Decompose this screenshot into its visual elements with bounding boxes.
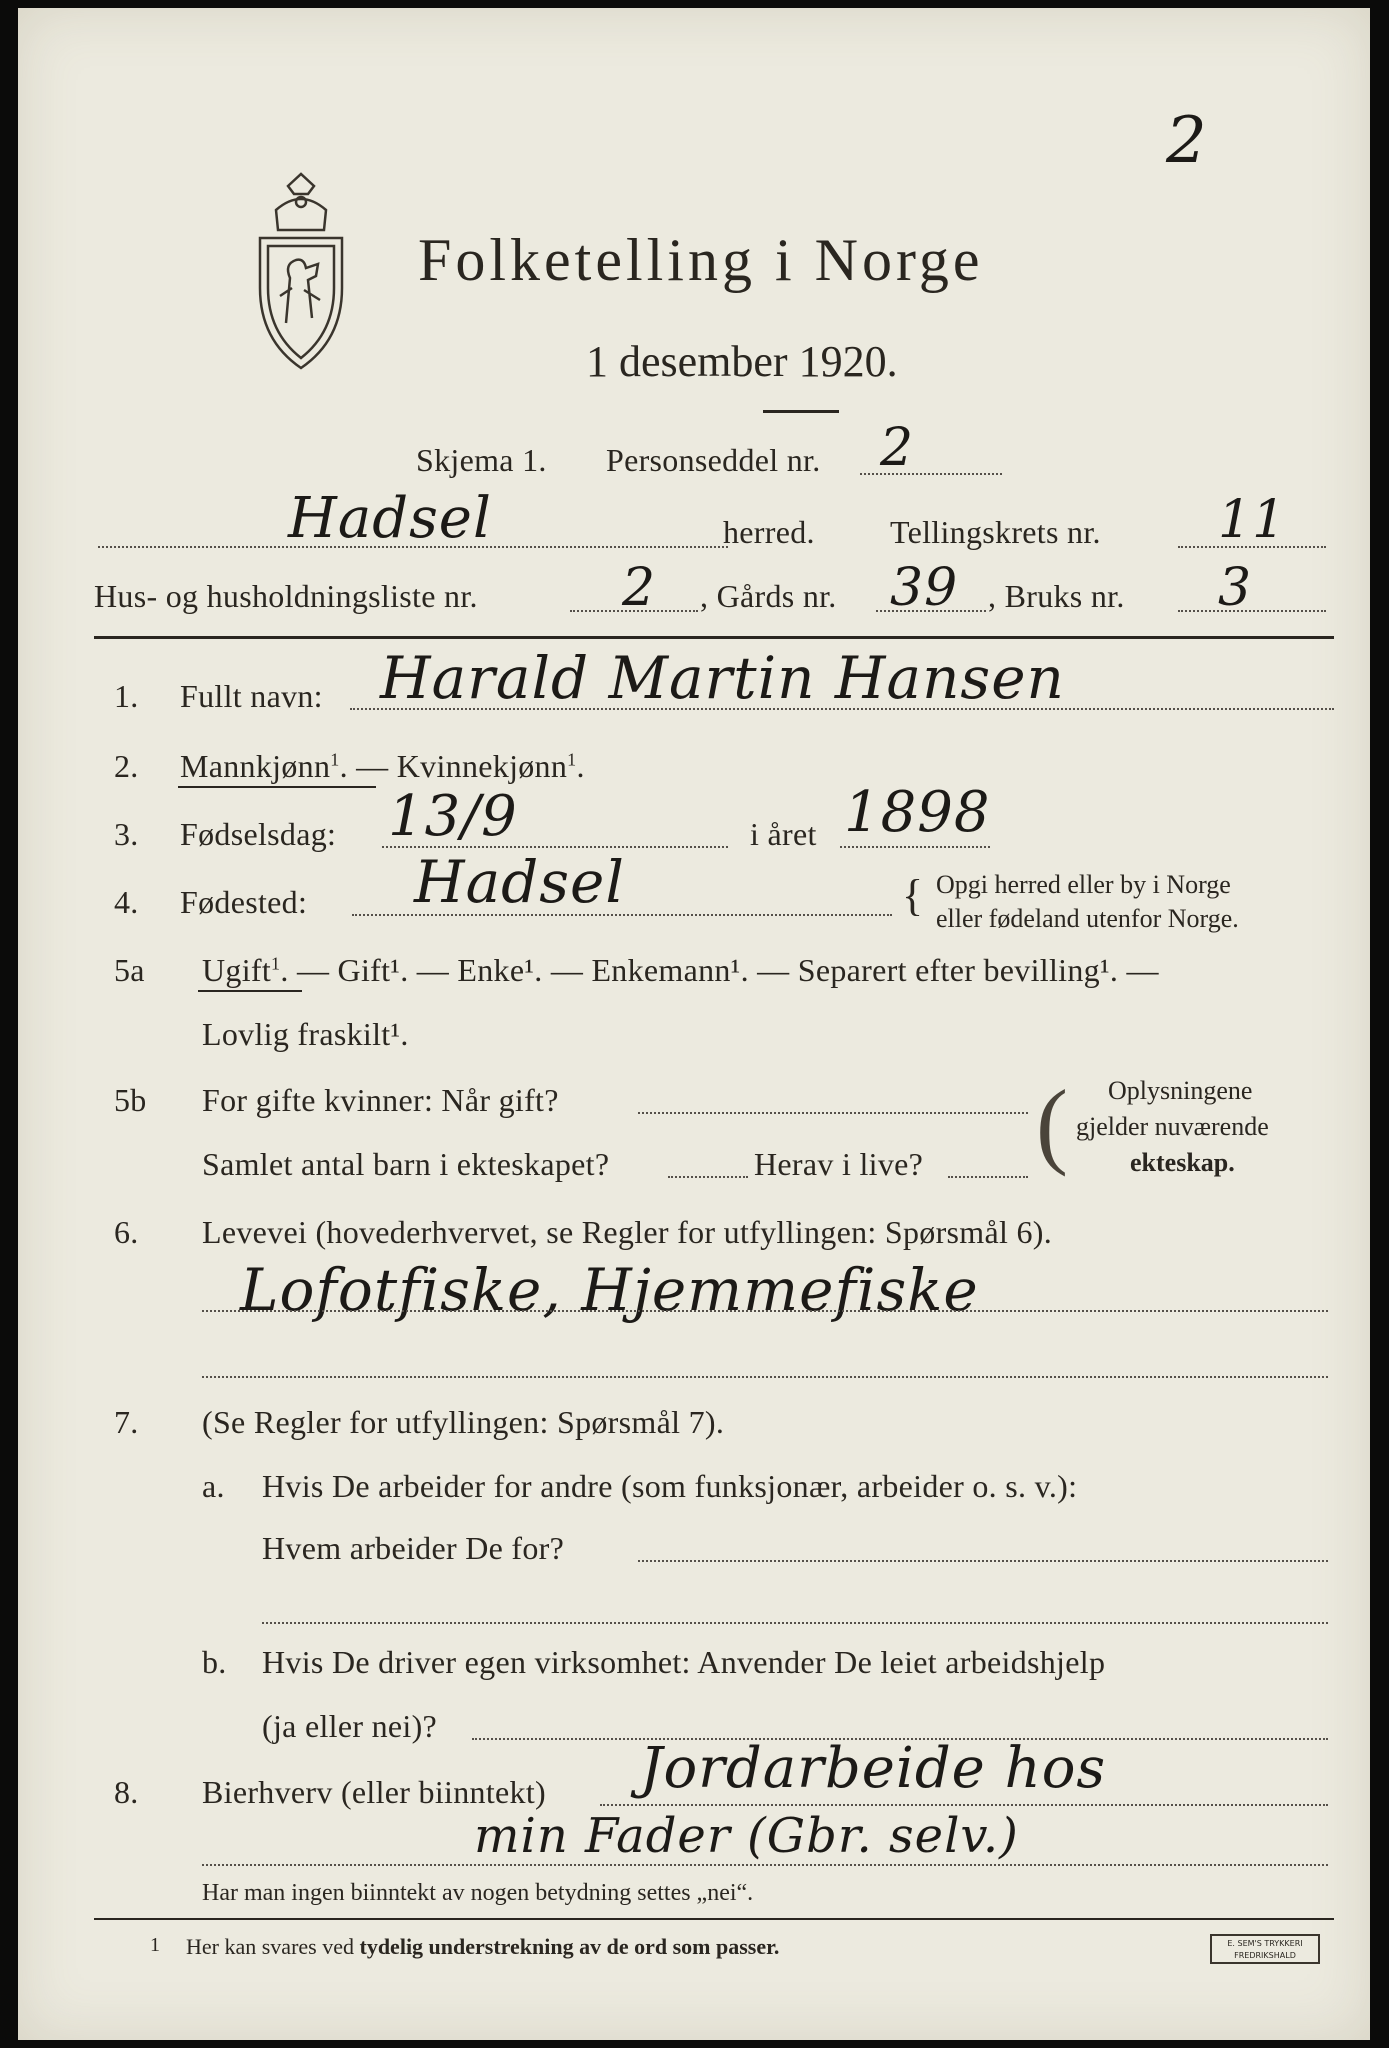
- q4-number: 4.: [114, 884, 139, 920]
- q7a-line1: Hvis De arbeider for andre (som funksjonær, arbeider o. s. v.):: [262, 1468, 1078, 1504]
- q1-value: Harald Martin Hansen: [380, 644, 1065, 712]
- q5a-options: Ugift$^1$. — Gift¹. — Enke¹. — Enkemann¹. — Separert efter bevilling¹. —: [202, 952, 1159, 988]
- q7a-line: [638, 1560, 1328, 1562]
- printer-stamp: [1210, 1934, 1320, 1964]
- q2-number: 2.: [114, 748, 139, 784]
- q7a-number: a.: [202, 1468, 225, 1504]
- gards-label: , Gårds nr.: [700, 578, 837, 614]
- q1-number: 1.: [114, 678, 139, 714]
- q5b-number: 5b: [114, 1082, 147, 1118]
- q6-label: Levevei (hovederhvervet, se Regler for utfyllingen: Spørsmål 6).: [202, 1214, 1053, 1250]
- q8-label: Bierhverv (eller biinntekt): [202, 1774, 546, 1810]
- tellingskrets-value: 11: [1218, 490, 1287, 550]
- q3-day-value: 13/9: [388, 784, 518, 849]
- q5a-underline: [198, 990, 302, 992]
- footnote-text: Her kan svares ved tydelig understrekning av de ord som passer.: [186, 1934, 780, 1959]
- herred-label: herred.: [723, 514, 815, 550]
- q5b-live-line: [948, 1176, 1028, 1178]
- q6-line2: [202, 1376, 1328, 1378]
- q7-number: 7.: [114, 1404, 139, 1440]
- q7b-line2: (ja eller nei)?: [262, 1708, 438, 1744]
- gards-value: 39: [890, 558, 959, 618]
- bruks-value: 3: [1218, 558, 1253, 618]
- section-divider: [94, 636, 1334, 639]
- form-subtitle: 1 desember 1920.: [586, 337, 898, 386]
- q5b-gift-line: [638, 1112, 1028, 1114]
- note-nei: Har man ingen biinntekt av nogen betydning settes „nei“.: [202, 1880, 754, 1906]
- q4-value: Hadsel: [414, 848, 625, 916]
- q7b-number: b.: [202, 1644, 227, 1680]
- footer-divider: [94, 1918, 1334, 1920]
- q5b-note2: gjelder nuværende: [1076, 1112, 1269, 1141]
- bruks-label: , Bruks nr.: [988, 578, 1125, 614]
- q5a-line2: Lovlig fraskilt¹.: [202, 1016, 409, 1052]
- q5b-barn-line: [668, 1176, 748, 1178]
- q5b-line1: For gifte kvinner: Når gift?: [202, 1082, 559, 1118]
- q7a-line2-dots: [262, 1622, 1328, 1624]
- hus-value: 2: [622, 558, 657, 618]
- printer-line2: FREDRIKSHALD: [1234, 1951, 1296, 1960]
- footnote-bold: tydelig understrekning av de ord som passer.: [359, 1934, 780, 1959]
- schema-label: Skjema 1.: [416, 442, 547, 478]
- corner-mark: 2: [1166, 104, 1208, 178]
- printer-line1: E. SEM'S TRYKKERI: [1227, 1939, 1303, 1948]
- q3-year-label: i året: [750, 816, 817, 852]
- q5a-ugift: Ugift: [202, 952, 272, 988]
- q5a-number: 5a: [114, 952, 145, 988]
- q7a-line2: Hvem arbeider De for?: [262, 1530, 565, 1566]
- hus-label: Hus- og husholdningsliste nr.: [94, 578, 478, 614]
- q3-number: 3.: [114, 816, 139, 852]
- q8-line2: [202, 1864, 1328, 1866]
- q7b-line1: Hvis De driver egen virksomhet: Anvender De leiet arbeidshjelp: [262, 1644, 1106, 1680]
- q4-note-line2: eller fødeland utenfor Norge.: [936, 904, 1239, 933]
- q3-year-value: 1898: [844, 780, 991, 845]
- q1-label: Fullt navn:: [180, 678, 323, 714]
- q7-label: (Se Regler for utfyllingen: Spørsmål 7).: [202, 1404, 725, 1440]
- tellingskrets-label: Tellingskrets nr.: [890, 514, 1101, 550]
- q2-underline: [178, 786, 376, 788]
- personseddel-label: Personseddel nr.: [606, 442, 821, 478]
- q4-brace: {: [902, 871, 924, 920]
- q6-number: 6.: [114, 1214, 139, 1250]
- footnote-mark: 1: [150, 1934, 160, 1956]
- title-divider: [763, 410, 839, 413]
- q6-line1: [202, 1310, 1328, 1312]
- q3-year-line: [840, 846, 990, 848]
- q2-mann: Mannkjønn: [180, 748, 331, 784]
- q5b-note3: ekteskap.: [1130, 1148, 1235, 1177]
- q4-label: Fødested:: [180, 884, 308, 920]
- q8-value-line2: min Fader (Gbr. selv.): [474, 1808, 1019, 1864]
- q3-label: Fødselsdag:: [180, 816, 337, 852]
- herred-value: Hadsel: [288, 486, 492, 551]
- q5b-note1: Oplysningene: [1108, 1076, 1253, 1105]
- q5b-line2a: Samlet antal barn i ekteskapet?: [202, 1146, 610, 1182]
- q8-number: 8.: [114, 1774, 139, 1810]
- q8-line1: [600, 1804, 1328, 1806]
- q8-value-line1: Jordarbeide hos: [640, 1736, 1107, 1801]
- q2-kvinne: Kvinnekjønn: [396, 748, 568, 784]
- personseddel-value: 2: [880, 418, 915, 478]
- census-form: [18, 8, 1370, 2040]
- q5b-line2b: Herav i live?: [754, 1146, 924, 1182]
- coat-of-arms-icon: [246, 168, 356, 378]
- q4-note-line1: Opgi herred eller by i Norge: [936, 870, 1231, 899]
- q6-value: Lofotfiske, Hjemmefiske: [240, 1256, 979, 1324]
- q2-options: Mannkjønn$^1$. — Kvinnekjønn$^1$.: [180, 748, 585, 784]
- q5b-bracket: (: [1036, 1070, 1068, 1177]
- form-title: Folketelling i Norge: [418, 227, 984, 293]
